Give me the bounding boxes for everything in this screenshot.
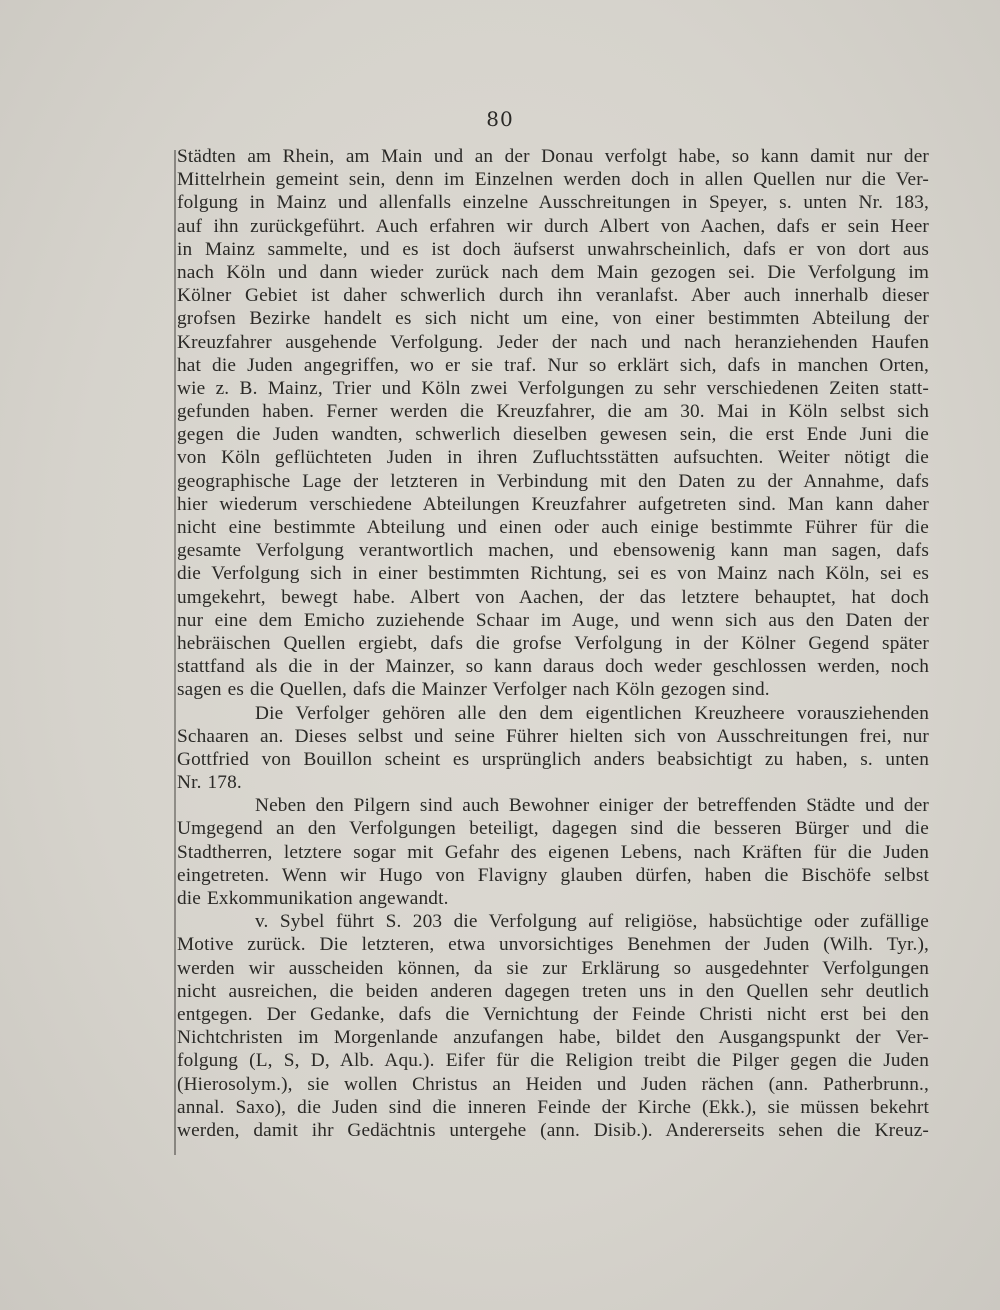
text-line: gesamte Verfolgung verantwortlich machen, und ebensowenig kann man sagen, dafs <box>177 540 929 562</box>
text-line: gegen die Juden wandten, schwerlich dieselben gewesen sein, die erst Ende Juni die <box>177 424 929 446</box>
text-line: Neben den Pilgern sind auch Bewohner einiger der betreffenden Städte und der <box>255 795 929 817</box>
text-line: grofsen Bezirke handelt es sich nicht um eine, von einer bestimmten Abteilung der <box>177 308 929 330</box>
text-line: werden wir ausscheiden können, da sie zur Erklärung so ausgedehnter Verfolgungen <box>177 957 929 979</box>
text-line: gefunden haben. Ferner werden die Kreuzfahrer, die am 30. Mai in Köln selbst sich <box>177 401 929 423</box>
text-line: Kreuzfahrer ausgehende Verfolgung. Jeder der nach und nach heranziehenden Haufen <box>177 331 929 353</box>
body-text <box>177 145 929 1142</box>
text-line: Mittelrhein gemeint sein, denn im Einzelnen werden doch in allen Quellen nur die Ver- <box>177 169 929 191</box>
text-line: annal. Saxo), die Juden sind die inneren Feinde der Kirche (Ekk.), sie müssen bekehrt <box>177 1096 929 1118</box>
text-line: Motive zurück. Die letzteren, etwa unvorsichtiges Benehmen der Juden (Wilh. Tyr.), <box>177 934 929 956</box>
text-line: sagen es die Quellen, dafs die Mainzer Verfolger nach Köln gezogen sind. <box>177 679 770 701</box>
text-line: Stadtherren, letztere sogar mit Gefahr des eigenen Lebens, nach Kräften für die Juden <box>177 841 929 863</box>
text-line: Die Verfolger gehören alle den dem eigentlichen Kreuzheere vorausziehenden <box>255 702 929 724</box>
text-line: (Hierosolym.), sie wollen Christus an Heiden und Juden rächen (ann. Patherbrunn., <box>177 1073 929 1095</box>
text-line: v. Sybel führt S. 203 die Verfolgung auf religiöse, habsüchtige oder zufällige <box>255 911 929 933</box>
text-line: in Mainz sammelte, und es ist doch äufserst unwahrscheinlich, dafs er von dort aus <box>177 238 929 260</box>
text-line: nur eine dem Emicho zuziehende Schaar im Auge, und wenn sich aus den Daten der <box>177 609 929 631</box>
page-number: 80 <box>486 107 514 131</box>
text-line: nicht ausreichen, die beiden anderen dagegen treten uns in den Quellen sehr deutlich <box>177 980 929 1002</box>
text-line: hier wiederum verschiedene Abteilungen Kreuzfahrer aufgetreten sind. Man kann daher <box>177 493 929 515</box>
text-line: Gottfried von Bouillon scheint es ursprünglich anders beabsichtigt zu haben, s. unten <box>177 748 929 770</box>
text-line: eingetreten. Wenn wir Hugo von Flavigny glauben dürfen, haben die Bischöfe selbst <box>177 864 929 886</box>
text-line: Schaaren an. Dieses selbst und seine Führer hielten sich von Ausschreitungen frei, nur <box>177 725 929 747</box>
text-line: die Exkommunikation angewandt. <box>177 888 449 909</box>
text-line: Kölner Gebiet ist daher schwerlich durch ihn veranlafst. Aber auch innerhalb dieser <box>177 285 929 307</box>
text-line: Nr. 178. <box>177 772 242 794</box>
text-line: Nichtchristen im Morgenlande anzufangen habe, bildet den Ausgangspunkt der Ver- <box>177 1027 929 1049</box>
text-line: Umgegend an den Verfolgungen beteiligt, dagegen sind die besseren Bürger und die <box>177 818 929 840</box>
text-line: geographische Lage der letzteren in Verbindung mit den Daten zu der Annahme, dafs <box>177 470 929 492</box>
text-line: folgung (L, S, D, Alb. Aqu.). Eifer für die Religion treibt die Pilger gegen die Juden <box>177 1050 929 1072</box>
text-line: folgung in Mainz und allenfalls einzelne Ausschreitungen in Speyer, s. unten Nr. 183, <box>177 192 929 214</box>
text-line: entgegen. Der Gedanke, dafs die Vernichtung der Feinde Christi nicht erst bei den <box>177 1003 929 1025</box>
text-line: von Köln geflüchteten Juden in ihren Zufluchtsstätten aufsuchten. Weiter nötigt die <box>177 447 929 469</box>
text-line: die Verfolgung sich in einer bestimmten Richtung, sei es von Mainz nach Köln, sei es <box>177 563 929 585</box>
text-line: werden, damit ihr Gedächtnis untergehe (ann. Disib.). Andererseits sehen die Kreuz- <box>177 1119 929 1141</box>
text-line: hat die Juden angegriffen, wo er sie traf. Nur so erklärt sich, dafs in manchen Orten, <box>177 354 929 376</box>
text-line: nach Köln und dann wieder zurück nach dem Main gezogen sei. Die Verfolgung im <box>177 261 929 283</box>
text-line: umgekehrt, bewegt habe. Albert von Aachen, der das letztere behauptet, hat doch <box>177 586 929 608</box>
text-line: hebräischen Quellen ergiebt, dafs die grofse Verfolgung in der Kölner Gegend später <box>177 632 929 654</box>
text-line: wie z. B. Mainz, Trier und Köln zwei Verfolgungen zu sehr verschiedenen Zeiten statt- <box>177 377 929 399</box>
text-line: nicht eine bestimmte Abteilung und einen oder auch einige bestimmte Führer für die <box>177 517 929 538</box>
margin-line <box>174 150 176 1155</box>
text-line: stattfand als die in der Mainzer, so kann daraus doch weder geschlossen werden, noch <box>177 656 929 678</box>
text-line: auf ihn zurückgeführt. Auch erfahren wir durch Albert von Aachen, dafs er sein Heer <box>177 215 929 237</box>
text-line: Städten am Rhein, am Main und an der Donau verfolgt habe, so kann damit nur der <box>177 146 929 167</box>
